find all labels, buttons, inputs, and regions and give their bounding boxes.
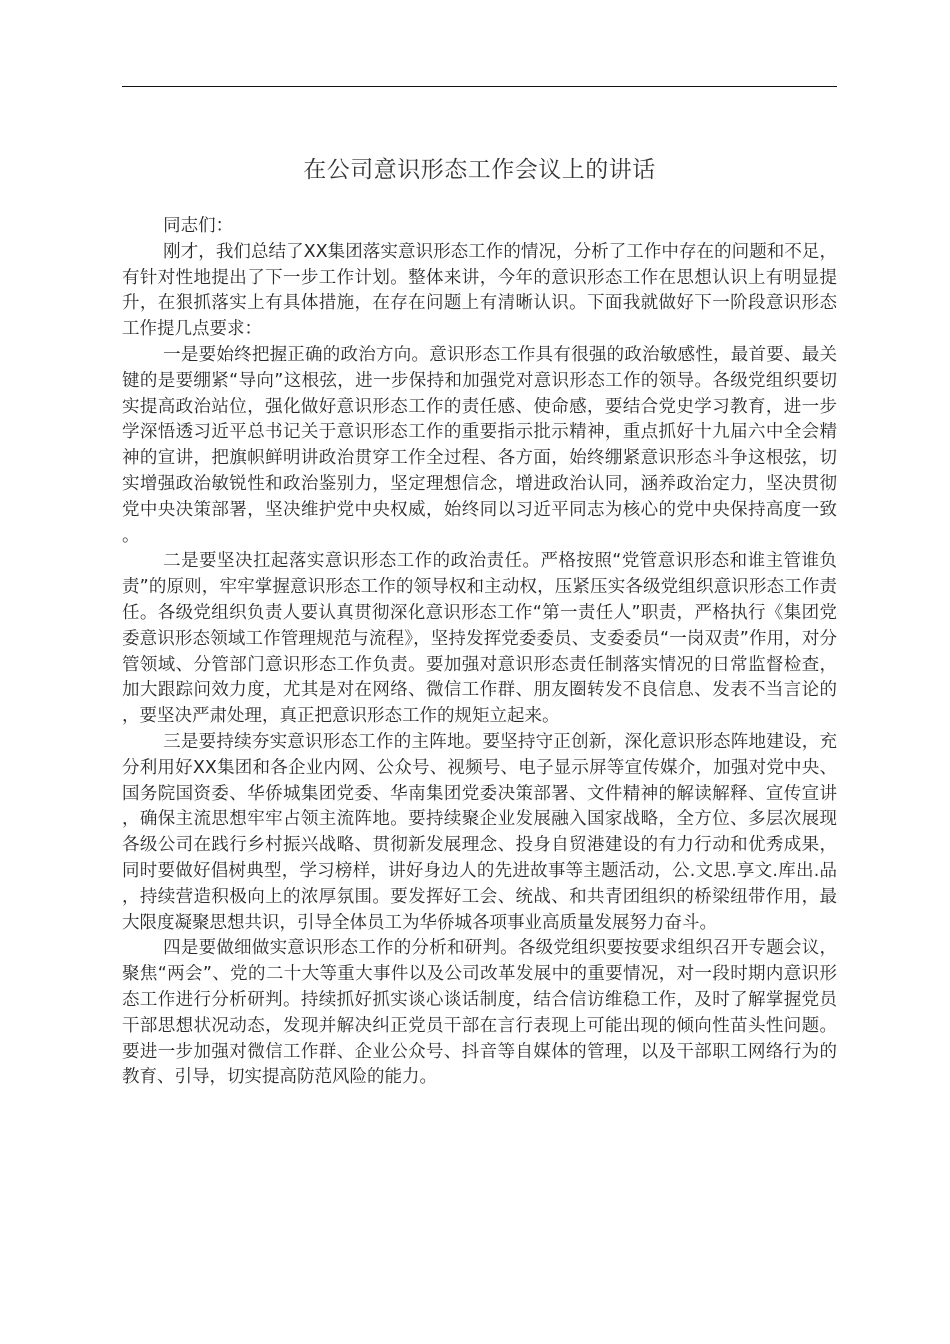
document-title: 在公司意识形态工作会议上的讲话	[303, 157, 656, 183]
document-body	[122, 214, 837, 1091]
intro-paragraph: 刚才，我们总结了XX集团落实意识形态工作的情况，分析了工作中存在的问题和不足，有针对性地提出了下一步工作计划。整体来讲，今年的意识形态工作在思想认识上有明显提升，在狠抓落实上有具体措施，在存在问题上有清晰认识。下面我就做好下一阶段意识形态工作提几点要求：	[122, 241, 837, 340]
header-divider	[122, 86, 837, 87]
salutation-paragraph: 同志们：	[163, 216, 234, 236]
point-two-paragraph: 二是要坚决扛起落实意识形态工作的政治责任。严格按照“党管意识形态和谁主管谁负责”的原则，牢牢掌握意识形态工作的领导权和主动权，压紧压实各级党组织意识形态工作责任。各级党组织负责人要认真贯彻深化意识形态工作“第一责任人”职责，严格执行《集团党委意识形态领域工作管理规范与流程》，坚持发挥党委委员、支委委员“一岗双责”作用，对分管领域、分管部门意识形态工作负责。要加强对意识形态责任制落实情况的日常监督检查，加大跟踪问效力度，尤其是对在网络、微信工作群、朋友圈转发不良信息、发表不当言论的，要坚决严肃处理，真正把意识形态工作的规矩立起来。	[122, 551, 837, 727]
point-three-paragraph: 三是要持续夯实意识形态工作的主阵地。要坚持守正创新，深化意识形态阵地建设，充分利用好XX集团和各企业内网、公众号、视频号、电子显示屏等宣传媒介，加强对党中央、国务院国资委、华侨城集团党委、华南集团党委决策部署、文件精神的解读解释、宣传宣讲，确保主流思想牢牢占领主流阵地。要持续聚企业发展融入国家战略，全方位、多层次展现各级公司在践行乡村振兴战略、贯彻新发展理念、投身自贸港建设的有力行动和优秀成果，同时要做好倡树典型，学习榜样，讲好身边人的先进故事等主题活动，公.文思.享文.库出.品，持续营造积极向上的浓厚氛围。要发挥好工会、统战、和共青团组织的桥梁纽带作用，最大限度凝聚思想共识，引导全体员工为华侨城各项事业高质量发展努力奋斗。	[122, 731, 837, 933]
point-four-paragraph: 四是要做细做实意识形态工作的分析和研判。各级党组织要按要求组织召开专题会议，聚焦“两会”、党的二十大等重大事件以及公司改革发展中的重要情况，对一段时期内意识形态工作进行分析研判。持续抓好抓实谈心谈话制度，结合信访维稳工作，及时了解掌握党员干部思想状况动态，发现并解决纠正党员干部在言行表现上可能出现的倾向性苗头性问题。要进一步加强对微信工作群、企业公众号、抖音等自媒体的管理，以及干部职工网络行为的教育、引导，切实提高防范风险的能力。	[122, 938, 837, 1088]
point-one-paragraph: 一是要始终把握正确的政治方向。意识形态工作具有很强的政治敏感性，最首要、最关键的是要绷紧“导向”这根弦，进一步保持和加强党对意识形态工作的领导。各级党组织要切实提高政治站位，强化做好意识形态工作的责任感、使命感，要结合党史学习教育，进一步学深悟透习近平总书记关于意识形态工作的重要指示批示精神，重点抓好十九届六中全会精神的宣讲，把旗帜鲜明讲政治贯穿工作全过程、各方面，始终绷紧意识形态斗争这根弦，切实增强政治敏锐性和政治鉴别力，坚定理想信念，增进政治认同，涵养政治定力，坚决贯彻党中央决策部署，坚决维护党中央权威，始终同以习近平同志为核心的党中央保持高度一致。	[122, 344, 837, 546]
